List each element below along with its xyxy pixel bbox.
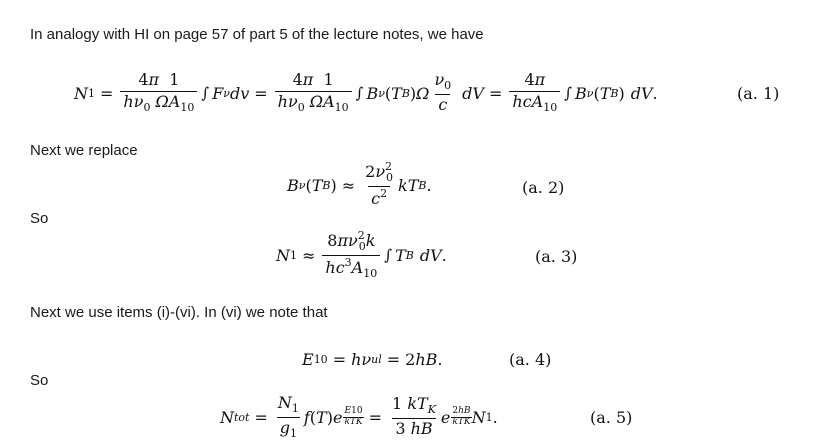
so-text-2: So [30,372,49,389]
equation-number-a5: (a. 5) [590,408,633,427]
intro-text: In analogy with HI on page 57 of part 5 of the lecture notes, we have [30,26,484,43]
equation-a5: N tot = $\frac{N_1}{g_1}$ f ( T ) e $\frac{E10}{\text{kTK}}$ = $\frac{1 kT_K}{3 hB}$ e $\frac{2hB}{\text{kTK}}$ N 1 . [220,392,498,440]
equation-number-a3: (a. 3) [535,247,578,266]
next-items-text: Next we use items (i)-(vi). In (vi) we note that [30,304,328,321]
so-text-1: So [30,210,49,227]
equation-number-a2: (a. 2) [522,178,565,197]
equation-number-a4: (a. 4) [509,350,552,369]
equation-a1: N 1 = $\frac{4\pi 1}{h\nu_0 \Omega A_{10}}$ ∫ F ν dv = $\frac{4\pi 1}{h\nu_0 \Omega A_{10}}$ ∫ B ν ( T B ) Ω $\frac{\nu_0}{c}$ dV = $\frac{4\pi}{hcA_{10}}$ ∫ B ν ( T B ) dV . [74,70,658,115]
equation-a2: B ν ( T B ) ≈ $\frac{2\nu^2_0}{c^2}$ kT B . [287,160,432,209]
equation-number-a1: (a. 1) [737,84,780,103]
next-replace-text: Next we replace [30,142,138,159]
equation-a4: E 10 = hν ul = 2 hB . [302,349,443,369]
equation-a3: N 1 ≈ $\frac{8\pi\nu^2_0k}{hc^3A_{10}}$ ∫ T B dV . [276,228,447,280]
